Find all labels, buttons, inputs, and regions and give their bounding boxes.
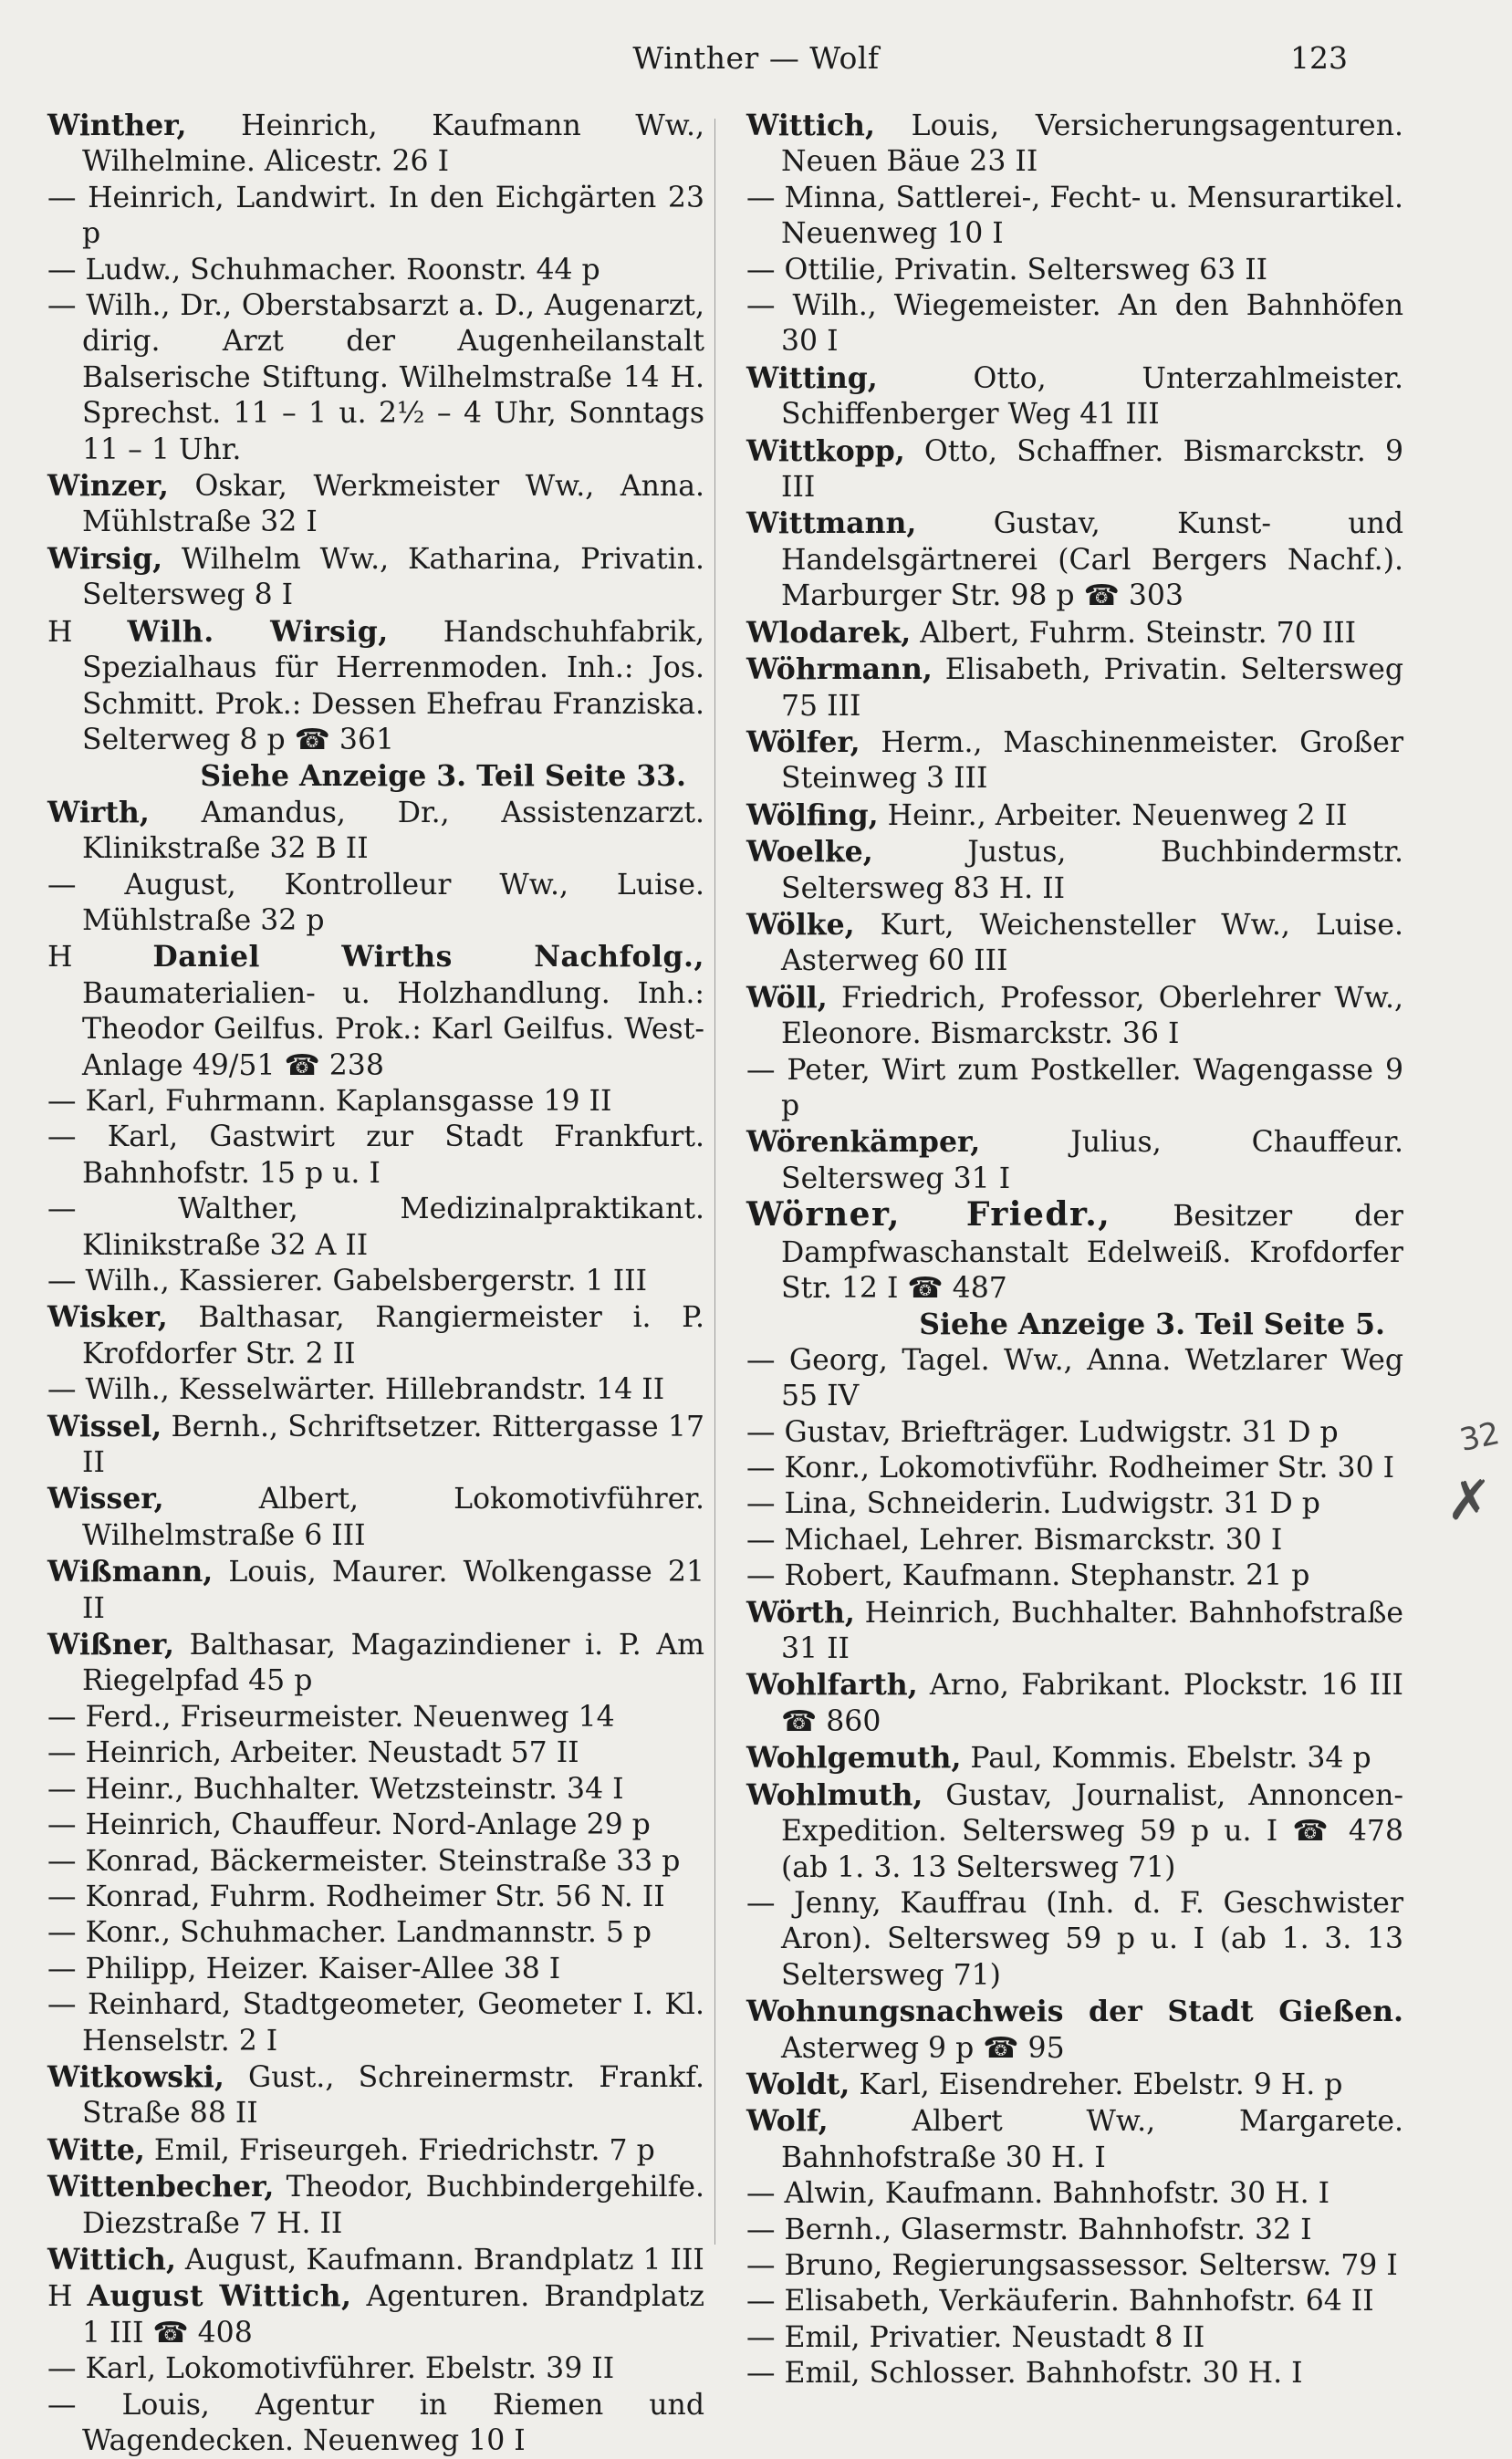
- directory-entry: [746, 2320, 1403, 2356]
- directory-entry: [47, 1554, 704, 1627]
- directory-entry: [47, 1952, 704, 1987]
- directory-entry: [47, 1409, 704, 1482]
- directory-entry: [746, 2067, 1403, 2103]
- directory-entry: [47, 614, 704, 759]
- directory-entry: [746, 1486, 1403, 1522]
- directory-entry: [746, 834, 1403, 907]
- entry-details: Lokomotivführer. Ebelstr. 39 II: [165, 2352, 615, 2386]
- entry-details: Lehrer. Bismarckstr. 30 I: [919, 1523, 1283, 1557]
- running-title: Winther — Wolf: [632, 40, 880, 76]
- entry-name: — Ludw.,: [47, 253, 182, 287]
- page-number: 123: [1290, 40, 1348, 76]
- entry-name: Wöll,: [746, 980, 828, 1015]
- entry-details: Agenturen. Brandplatz 1 III ☎ 408: [82, 2280, 705, 2350]
- entry-name: — Jenny,: [746, 1886, 881, 1920]
- entry-details: Gust., Schreinermstr. Frankf. Straße 88 II: [82, 2060, 704, 2131]
- entry-details: Wiegemeister. An den Bahnhöfen 30 I: [781, 289, 1403, 359]
- directory-entry: [47, 2132, 704, 2169]
- entry-name: Wörth,: [746, 1595, 855, 1630]
- entry-details: Kassierer. Gabelsbergerstr. 1 III: [178, 1265, 648, 1297]
- directory-entry: [47, 1084, 704, 1120]
- entry-name: — Karl,: [47, 1084, 156, 1118]
- entry-name: Winzer,: [47, 469, 169, 504]
- entry-details: Otto, Schaffner. Bismarckstr. 9 III: [781, 434, 1403, 505]
- entry-name: Wölfing,: [746, 797, 879, 832]
- entry-details: Otto, Unterzahlmeister. Schiffenberger Weg 41 III: [781, 361, 1403, 432]
- entry-name: H: [47, 941, 73, 974]
- entry-details: Karl, Eisendreher. Ebelstr. 9 H. p: [859, 2068, 1343, 2101]
- directory-entry: [746, 360, 1403, 433]
- directory-entry: [47, 1700, 704, 1735]
- entry-name: — Reinhard,: [47, 1988, 232, 2022]
- entry-details: Friedrich, Professor, Oberlehrer Ww., Eleonore. Bismarckstr. 36 I: [781, 981, 1403, 1051]
- entry-details: Buchhalter. Wetzsteinstr. 34 I: [193, 1772, 624, 1806]
- entry-name: — Bernh.,: [746, 2213, 892, 2246]
- directory-entry: [47, 2059, 704, 2132]
- firm-name: Daniel Wirths Nachfolg.,: [152, 940, 704, 974]
- firm-name: Wörner, Friedr.,: [746, 1195, 1111, 1235]
- entry-details: Kurt, Weichensteller Ww., Luise. Asterweg 60 III: [781, 908, 1403, 978]
- entry-name: Wittmann,: [746, 506, 917, 541]
- entry-name: — Wilh.,: [47, 1373, 170, 1407]
- entry-name: Wöhrmann,: [746, 652, 933, 687]
- entry-name: Witte,: [47, 2132, 145, 2167]
- directory-entry: [746, 2213, 1403, 2248]
- entry-name: Wlodarek,: [746, 615, 912, 650]
- entry-name: — Karl,: [47, 1120, 179, 1154]
- entry-name: H: [47, 2280, 73, 2314]
- directory-entry: [746, 253, 1403, 288]
- entry-name: Woldt,: [746, 2067, 850, 2101]
- entry-name: Wißmann,: [47, 1555, 214, 1589]
- entry-name: — Louis,: [47, 2388, 210, 2422]
- entry-details: Gustav, Journalist, Annoncen-Expedition. Seltersweg 59 p u. I ☎ 478 (ab 1. 3. 13 Seltersweg 71): [781, 1778, 1403, 1884]
- directory-entry: [47, 1481, 704, 1554]
- directory-entry: [47, 1372, 704, 1408]
- directory-entry: [746, 2356, 1403, 2391]
- entry-name: Wittenbecher,: [47, 2170, 275, 2204]
- entry-details: Stadtgeometer, Geometer I. Kl. Henselstr. 2 I: [82, 1988, 704, 2058]
- see-advertisement-note: Siehe Anzeige 3. Teil Seite 5.: [919, 1308, 1385, 1342]
- directory-entry: [746, 1994, 1403, 2067]
- left-column: [47, 108, 704, 2459]
- directory-entry: [746, 724, 1403, 797]
- entry-name: Winther,: [47, 109, 187, 142]
- entry-name: — Lina,: [746, 1487, 858, 1521]
- directory-entry: [746, 433, 1403, 506]
- entry-name: — Heinrich,: [47, 1808, 223, 1842]
- entry-name: — Heinrich,: [47, 181, 224, 214]
- entry-name: Wisker,: [47, 1300, 168, 1335]
- entry-name: — Gustav,: [746, 1415, 892, 1449]
- entry-name: — Karl,: [47, 2352, 156, 2386]
- directory-entry: [746, 2103, 1403, 2176]
- directory-entry: [746, 980, 1403, 1053]
- right-column: [746, 108, 1403, 2392]
- entry-details: Louis, Maurer. Wolkengasse 21 II: [82, 1556, 704, 1625]
- entry-name: — Peter,: [746, 1053, 871, 1087]
- directory-entry: [47, 2242, 704, 2278]
- entry-name: Wissel,: [47, 1409, 162, 1443]
- column-divider: [714, 119, 715, 2245]
- entry-name: Witting,: [746, 360, 878, 395]
- entry-name: Wirsig,: [47, 541, 163, 576]
- directory-entry: [746, 1667, 1403, 1740]
- entry-name: — Konr.,: [47, 1916, 172, 1950]
- directory-entry: [47, 108, 704, 181]
- entry-details: Gastwirt zur Stadt Frankfurt. Bahnhofstr. 15 p u. I: [82, 1120, 704, 1190]
- entry-name: — Ferd.,: [47, 1700, 172, 1734]
- entry-details: Balthasar, Rangiermeister i. P. Krofdorfer Str. 2 II: [82, 1301, 705, 1370]
- entry-details: Theodor, Buchbindergehilfe. Diezstraße 7 H. II: [82, 2171, 704, 2240]
- entry-name: — Wilh.,: [47, 1265, 170, 1297]
- entry-details: Schneiderin. Ludwigstr. 31 D p: [866, 1487, 1320, 1521]
- entry-details: Albert Ww., Margarete. Bahnhofstraße 30 H. I: [781, 2105, 1404, 2174]
- entry-details: Albert, Lokomotivführer. Wilhelmstraße 6 III: [82, 1483, 704, 1552]
- directory-entry: [746, 797, 1403, 834]
- directory-entry: [746, 1595, 1403, 1668]
- entry-details: Briefträger. Ludwigstr. 31 D p: [900, 1415, 1339, 1449]
- directory-entry: [47, 2278, 704, 2351]
- entry-details: Elisabeth, Privatin. Seltersweg 75 III: [781, 653, 1404, 723]
- directory-entry: [47, 253, 704, 288]
- entry-details: Schlosser. Bahnhofstr. 30 H. I: [869, 2357, 1303, 2391]
- entry-details: Landwirt. In den Eichgärten 23 p: [82, 181, 704, 251]
- entry-name: — Emil,: [746, 2357, 860, 2391]
- directory-entry: [746, 1053, 1403, 1125]
- entry-details: Schuhmacher. Landmannstr. 5 p: [180, 1916, 652, 1950]
- directory-entry: [47, 1264, 704, 1299]
- entry-name: Wohlfarth,: [746, 1668, 918, 1703]
- entry-details: Baumaterialien- u. Holzhandlung. Inh.: Theodor Geilfus. Prok.: Karl Geilfus. West-Anlage 49/51 ☎ 238: [82, 976, 704, 1082]
- directory-entry: [746, 1777, 1403, 1886]
- entry-name: Wölfer,: [746, 724, 860, 759]
- entry-name: Wohlmuth,: [746, 1777, 923, 1812]
- directory-entry: [47, 181, 704, 253]
- entry-details: August, Kaufmann. Brandplatz 1 III: [184, 2243, 704, 2277]
- entry-details: Glasermstr. Bahnhofstr. 32 I: [900, 2213, 1312, 2246]
- see-advertisement-note: Siehe Anzeige 3. Teil Seite 33.: [200, 759, 686, 794]
- entry-details: Wirt zum Postkeller. Wagengasse 9 p: [781, 1053, 1403, 1122]
- directory-entry: [746, 1197, 1403, 1307]
- directory-entry: [746, 108, 1403, 181]
- directory-entry: [47, 939, 704, 1084]
- entry-name: Woelke,: [746, 835, 873, 870]
- entry-name: H: [47, 615, 73, 649]
- directory-entry: [746, 1124, 1403, 1197]
- directory-entry: [47, 1627, 704, 1700]
- entry-details: Agentur in Riemen und Wagendecken. Neuenweg 10 I: [82, 2388, 705, 2457]
- entry-name: Wittich,: [746, 109, 875, 142]
- firm-name: August Wittich,: [87, 2279, 352, 2314]
- entry-details: Paul, Kommis. Ebelstr. 34 p: [970, 1742, 1371, 1776]
- entry-name: — Robert,: [746, 1559, 893, 1593]
- entry-name: — Minna,: [746, 181, 887, 214]
- directory-entry: [47, 795, 704, 868]
- entry-name: — Wilh.,: [47, 289, 171, 323]
- directory-entry: [47, 868, 704, 940]
- entry-details: Herm., Maschinenmeister. Großer Steinweg 3 III: [781, 725, 1403, 796]
- entry-details: Heinrich, Buchhalter. Bahnhofstraße 31 II: [781, 1596, 1403, 1666]
- entry-name: — Alwin,: [746, 2177, 876, 2211]
- directory-entry: [746, 1523, 1403, 1558]
- directory-entry: [746, 2248, 1403, 2284]
- entry-name: — Georg,: [746, 1343, 888, 1377]
- directory-entry: [746, 288, 1403, 360]
- directory-entry: [746, 1343, 1403, 1415]
- directory-entry: [47, 1192, 704, 1264]
- entry-details: Medizinalpraktikant. Klinikstraße 32 A II: [82, 1193, 704, 1262]
- directory-entry: [47, 468, 704, 541]
- directory-entry: [746, 907, 1403, 980]
- directory-entry: [746, 181, 1403, 253]
- entry-details: Oskar, Werkmeister Ww., Anna. Mühlstraße 32 I: [82, 470, 704, 539]
- directory-entry: [47, 541, 704, 614]
- entry-details: Kaufmann. Stephanstr. 21 p: [902, 1559, 1310, 1593]
- entry-name: Wirth,: [47, 795, 150, 829]
- margin-mark-x-icon: ✗: [1446, 1469, 1493, 1533]
- entry-name: — Walther,: [47, 1193, 298, 1226]
- directory-entry: [47, 288, 704, 468]
- entry-name: — Emil,: [746, 2320, 860, 2354]
- entry-name: — Konrad,: [47, 1844, 201, 1878]
- entry-details: Kaufmann. Bahnhofstr. 30 H. I: [884, 2177, 1330, 2211]
- directory-entry: [47, 2351, 704, 2387]
- entry-details: Emil, Friseurgeh. Friedrichstr. 7 p: [153, 2133, 655, 2167]
- entry-details: Tagel. Ww., Anna. Wetzlarer Weg 55 IV: [781, 1343, 1403, 1413]
- directory-entry: [746, 1415, 1403, 1451]
- directory-entry: [47, 1808, 704, 1843]
- directory-entry: [746, 651, 1403, 724]
- entry-details: Amandus, Dr., Assistenzarzt. Klinikstraße 32 B II: [82, 796, 704, 866]
- entry-name: Witkowski,: [47, 2059, 224, 2094]
- entry-name: Wörenkämper,: [746, 1125, 981, 1160]
- entry-details: Louis, Versicherungsagenturen. Neuen Bäue 23 II: [781, 109, 1403, 179]
- entry-details: Privatin. Seltersweg 63 II: [893, 253, 1268, 287]
- directory-entry: [47, 1299, 704, 1372]
- entry-details: Gustav, Kunst- und Handelsgärtnerei (Carl Bergers Nachf.). Marburger Str. 98 p ☎ 303: [781, 507, 1403, 613]
- directory-entry: [746, 615, 1403, 651]
- entry-name: Wißner,: [47, 1628, 174, 1662]
- entry-details: Balthasar, Magazindiener i. P. Am Riegelpfad 45 p: [82, 1629, 705, 1698]
- entry-name: — August,: [47, 868, 236, 901]
- entry-name: Wittkopp,: [746, 433, 905, 468]
- entry-details: Verkäuferin. Bahnhofstr. 64 II: [939, 2285, 1374, 2318]
- entry-name: Wolf,: [746, 2104, 829, 2139]
- entry-name: — Wilh.,: [746, 289, 877, 323]
- directory-entry: [47, 1735, 704, 1771]
- directory-entry: [47, 2388, 704, 2459]
- entry-details: Wilhelm Ww., Katharina, Privatin. Seltersweg 8 I: [82, 542, 705, 612]
- entry-details: Arno, Fabrikant. Plockstr. 16 III ☎ 860: [781, 1669, 1403, 1738]
- directory-entry: [746, 2284, 1403, 2319]
- entry-name: — Michael,: [746, 1523, 911, 1557]
- entry-name: — Konrad,: [47, 1880, 201, 1913]
- entry-name: Wittich,: [47, 2242, 176, 2277]
- entry-details: Lokomotivführ. Rodheimer Str. 30 I: [879, 1452, 1395, 1485]
- entry-details: Bäckermeister. Steinstraße 33 p: [209, 1844, 681, 1878]
- page-header: [46, 40, 1466, 88]
- directory-entry: [47, 1880, 704, 1915]
- entry-details: Sattlerei-, Fecht- u. Mensurartikel. Neuenweg 10 I: [781, 181, 1403, 251]
- entry-details: Fuhrm. Rodheimer Str. 56 N. II: [209, 1880, 665, 1913]
- entry-details: Kontrolleur Ww., Luise. Mühlstraße 32 p: [82, 868, 704, 937]
- directory-entry: [746, 2176, 1403, 2212]
- directory-entry: [746, 1740, 1403, 1777]
- entry-name: Wohlgemuth,: [746, 1741, 962, 1776]
- directory-entry: [47, 1120, 704, 1192]
- directory-entry: [47, 2169, 704, 2242]
- margin-note-number: 32: [1456, 1414, 1503, 1460]
- entry-details: Besitzer der Dampfwaschanstalt Edelweiß. Krofdorfer Str. 12 I ☎ 487: [781, 1200, 1403, 1305]
- entry-details: Chauffeur. Nord-Anlage 29 p: [231, 1808, 651, 1842]
- entry-details: Kesselwärter. Hillebrandstr. 14 II: [178, 1373, 665, 1407]
- entry-details: Heinrich, Kaufmann Ww., Wilhelmine. Alicestr. 26 I: [82, 109, 704, 179]
- entry-name: — Heinr.,: [47, 1772, 184, 1806]
- entry-name: Wölke,: [746, 907, 855, 942]
- entry-name: — Bruno,: [746, 2248, 883, 2282]
- entry-details: Dr., Oberstabsarzt a. D., Augenarzt, dirig. Arzt der Augenheilanstalt Balserische Stiftung. Wilhelmstraße 14 H. Sprechst. 11 – 1 u. 2½ – 4 Uhr, Sonntags 11 – 1 Uhr.: [82, 289, 704, 466]
- entry-details: Kauffrau (Inh. d. F. Geschwister Aron). Seltersweg 59 p u. I (ab 1. 3. 13 Seltersweg 71): [781, 1886, 1404, 1992]
- entry-details: Arbeiter. Neustadt 57 II: [231, 1736, 579, 1770]
- directory-entry: [47, 1915, 704, 1951]
- directory-entry: [47, 1987, 704, 2059]
- entry-details: Privatier. Neustadt 8 II: [869, 2320, 1205, 2354]
- entry-name: — Ottilie,: [746, 253, 885, 287]
- entry-details: Bernh., Schriftsetzer. Rittergasse 17 II: [82, 1410, 704, 1480]
- entry-name: — Philipp,: [47, 1952, 197, 1985]
- entry-details: Friseurmeister. Neuenweg 14: [180, 1700, 615, 1734]
- entry-details: Fuhrmann. Kaplansgasse 19 II: [165, 1084, 612, 1118]
- entry-details: Justus, Buchbindermstr. Seltersweg 83 H. II: [781, 836, 1403, 905]
- entry-name: — Konr.,: [746, 1452, 871, 1485]
- directory-entry: [746, 1886, 1403, 1994]
- firm-name: Wilh. Wirsig,: [127, 614, 389, 649]
- entry-details: Regierungsassessor. Seltersw. 79 I: [892, 2248, 1398, 2282]
- entry-details: Julius, Chauffeur. Seltersweg 31 I: [781, 1126, 1404, 1195]
- entry-name: Wohnungsnachweis der Stadt Gießen.: [746, 1995, 1403, 2029]
- entry-details: Heizer. Kaiser-Allee 38 I: [205, 1952, 561, 1985]
- entry-details: Handschuhfabrik, Spezialhaus für Herrenmoden. Inh.: Jos. Schmitt. Prok.: Dessen Ehefrau Franziska. Selterweg 8 p ☎ 361: [82, 615, 704, 756]
- directory-entry: [47, 1772, 704, 1808]
- entry-details: Heinr., Arbeiter. Neuenweg 2 II: [887, 798, 1348, 832]
- entry-details: Schuhmacher. Roonstr. 44 p: [190, 253, 600, 287]
- entry-name: — Heinrich,: [47, 1736, 223, 1770]
- directory-entry: [746, 1558, 1403, 1594]
- directory-entry: [746, 505, 1403, 614]
- entry-details: Albert, Fuhrm. Steinstr. 70 III: [920, 616, 1357, 650]
- entry-name: Wisser,: [47, 1482, 164, 1516]
- directory-entry: [746, 1451, 1403, 1486]
- entry-details: Asterweg 9 p ☎ 95: [781, 2031, 1065, 2065]
- directory-entry: [47, 1844, 704, 1880]
- entry-name: — Elisabeth,: [746, 2285, 931, 2318]
